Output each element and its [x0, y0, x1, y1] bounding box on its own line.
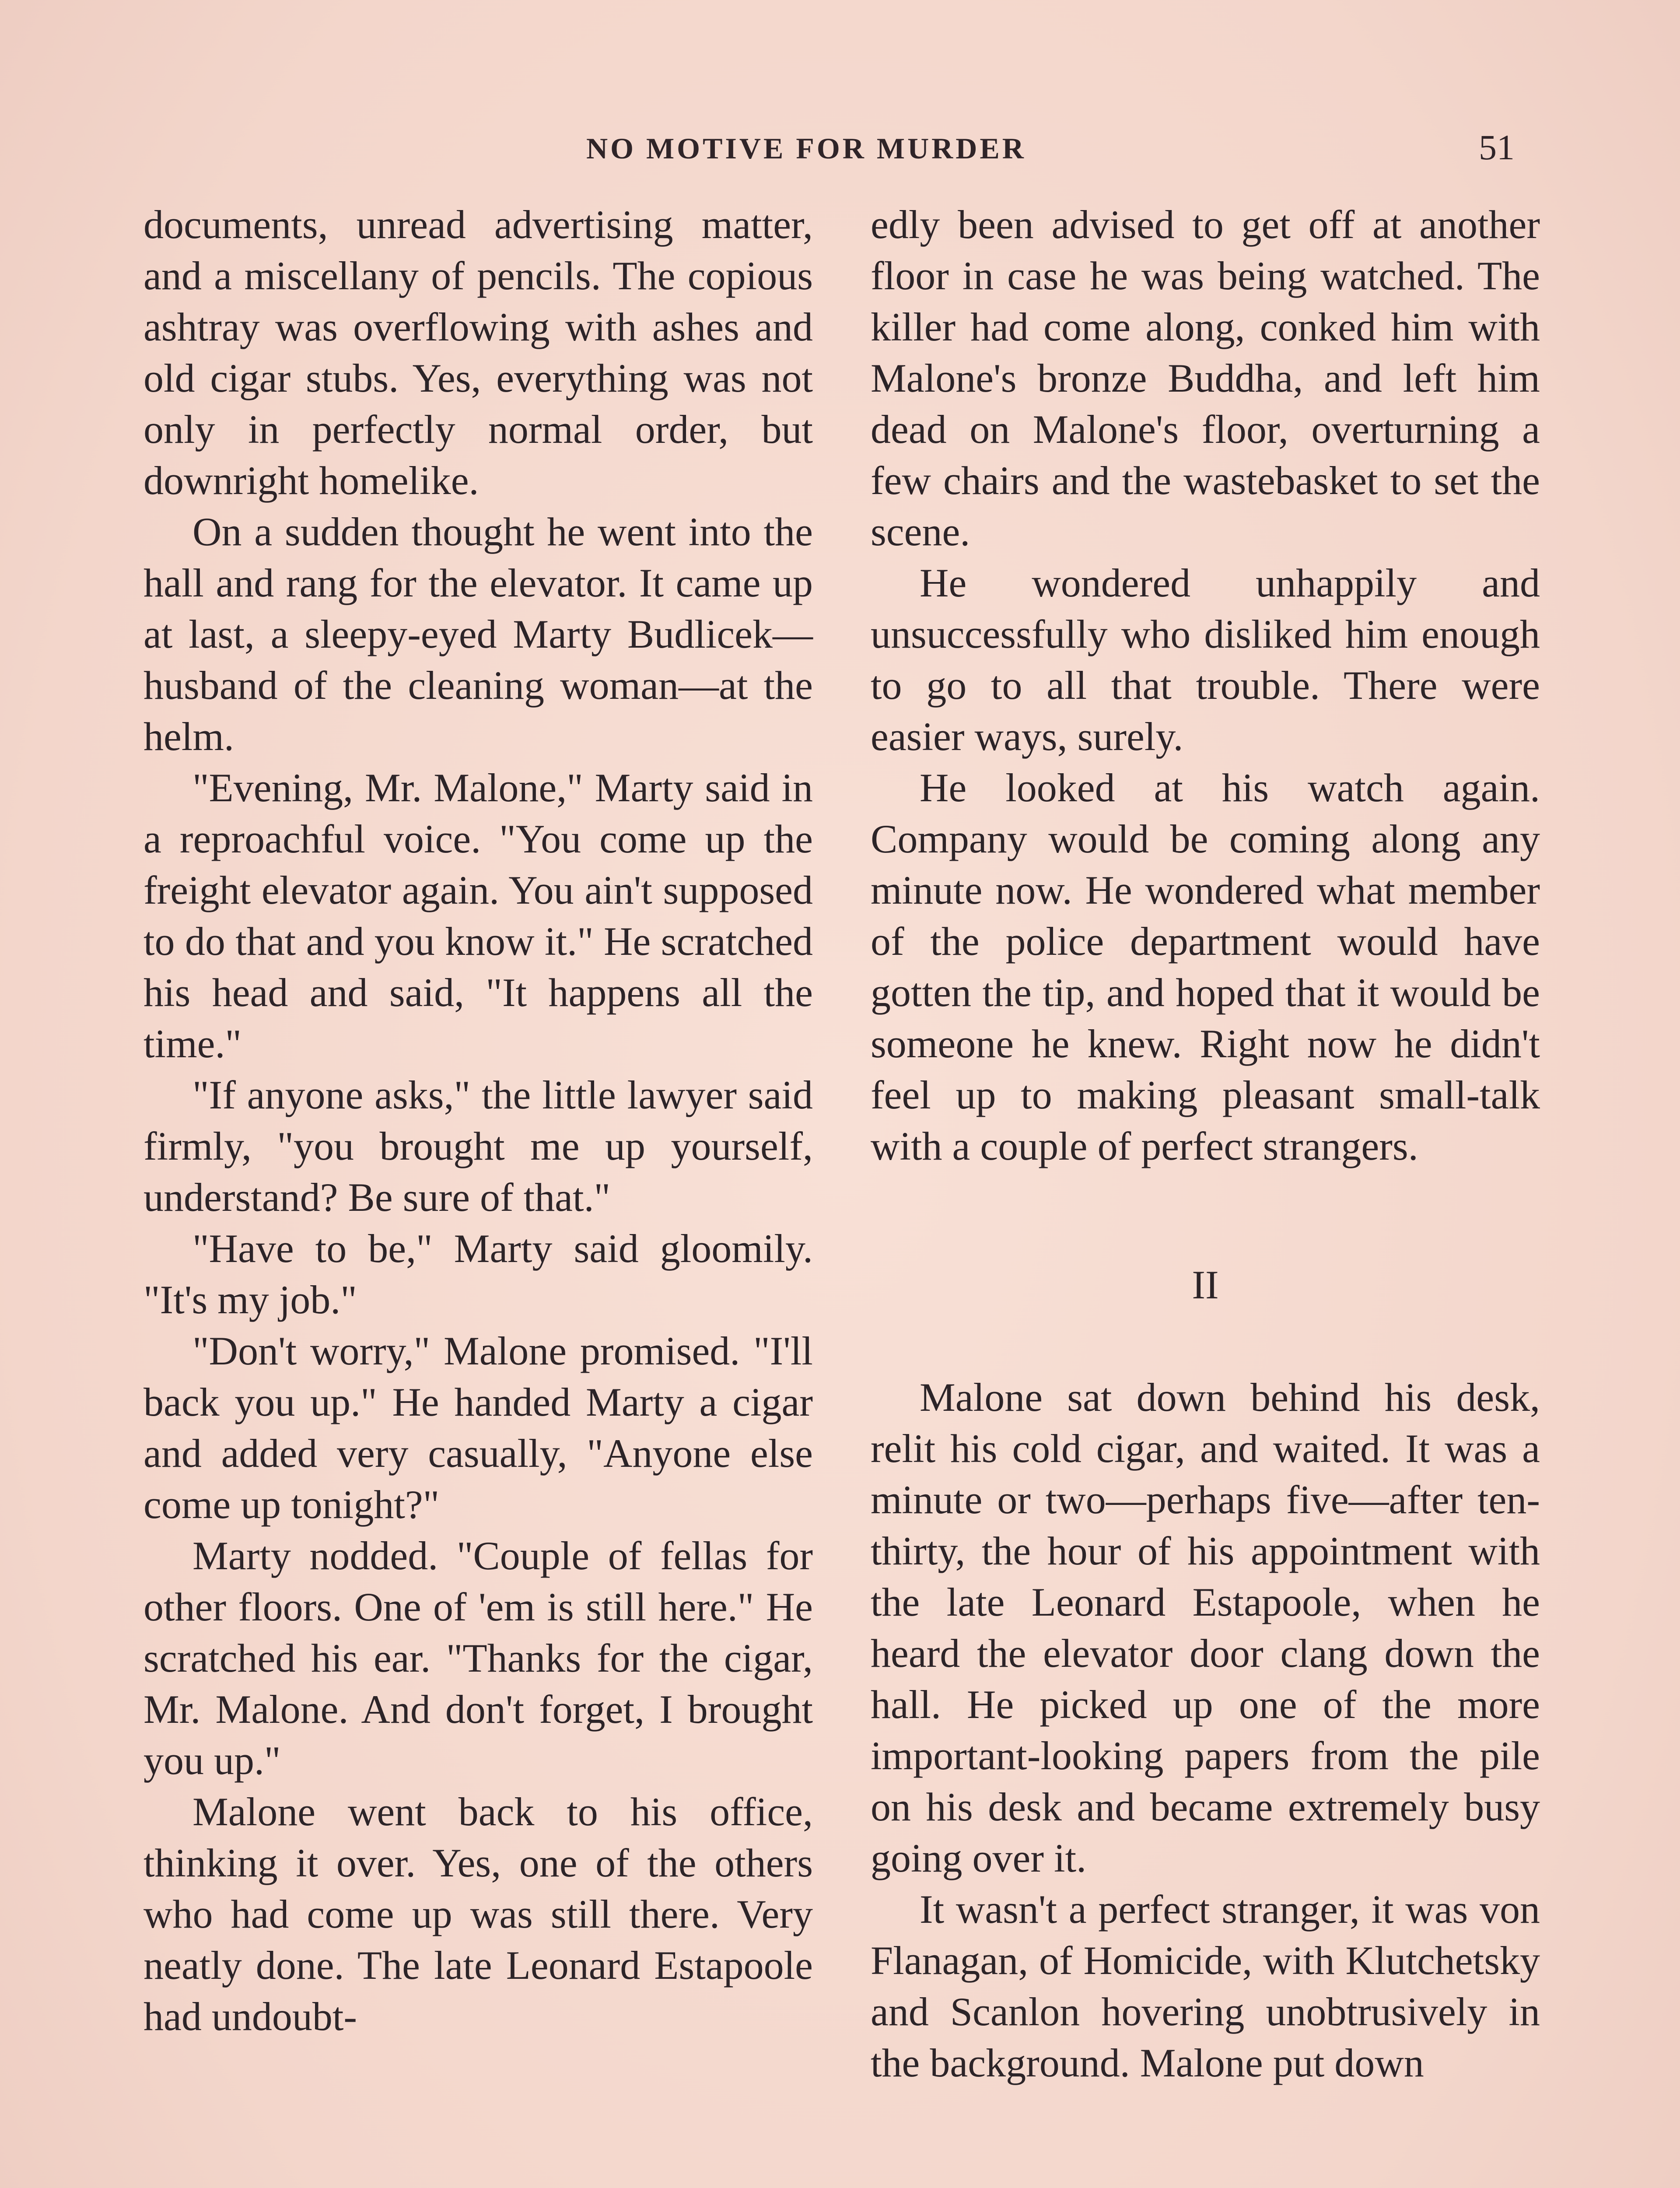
- paragraph: On a sudden thought he went into the hall and rang for the elevator. It came up at last, a sleepy-eyed Marty Budlicek—husband of the cleaning woman—at the helm.: [144, 509, 813, 759]
- paragraph: documents, unread advertising matter, and a miscellany of pencils. The copious ashtray was overflowing with ashes and old cigar stubs. Yes, everything was not only in perfectly normal order, but downright homelike.: [144, 202, 813, 503]
- paragraph: "Don't worry," Malone promised. "I'll back you up." He handed Marty a cigar and added very casually, "Anyone else come up tonight?": [144, 1329, 813, 1527]
- paragraph: Marty nodded. "Couple of fellas for other floors. One of 'em is still here." He scratched his ear. "Thanks for the cigar, Mr. Malone. And don't forget, I brought you up.": [144, 1533, 813, 1783]
- paragraph: He wondered unhappily and unsuccessfully who disliked him enough to go to all that trouble. There were easier ways, surely.: [871, 561, 1540, 759]
- paragraph: "Have to be," Marty said gloomily. "It's my job.": [144, 1226, 813, 1322]
- paragraph: edly been advised to get off at another floor in case he was being watched. The killer had come along, conked him with Malone's bronze Buddha, and left him dead on Malone's floor, overturning a few chairs and the wastebasket to set the scene.: [871, 202, 1540, 554]
- paragraph: "Evening, Mr. Malone," Marty said in a reproachful voice. "You come up the freight elevator again. You ain't supposed to do that and you know it." He scratched his head and said, "It happens all the time.": [144, 765, 813, 1066]
- running-title: NO MOTIVE FOR MURDER: [586, 132, 1026, 165]
- right-column: [871, 199, 1540, 2089]
- section-heading: II: [1192, 1262, 1219, 1307]
- paragraph: "If anyone asks," the little lawyer said firmly, "you brought me up yourself, understand? Be sure of that.": [144, 1073, 813, 1220]
- paragraph: Malone sat down behind his desk, relit his cold cigar, and waited. It was a minute or two—perhaps five—after ten-thirty, the hour of his appointment with the late Leonard Estapoole, when he heard the elevator door clang down the hall. He picked up one of the more important-looking papers from the pile on his desk and became extremely busy going over it.: [871, 1375, 1540, 1880]
- paragraph: It wasn't a perfect stranger, it was von Flanagan, of Homicide, with Klutchetsky and Scanlon hovering unobtrusively in the background. Malone put down: [871, 1887, 1540, 2085]
- paragraph: Malone went back to his office, thinking it over. Yes, one of the others who had come up was still there. Very neatly done. The late Leonard Estapoole had undoubt-: [144, 1789, 813, 2039]
- paragraph: He looked at his watch again. Company would be coming along any minute now. He wondered what member of the police department would have gotten the tip, and hoped that it would be someone he knew. Right now he didn't feel up to making pleasant small-talk with a couple of perfect strangers.: [871, 765, 1540, 1168]
- left-column: [144, 199, 813, 2042]
- page-number: 51: [1479, 127, 1515, 167]
